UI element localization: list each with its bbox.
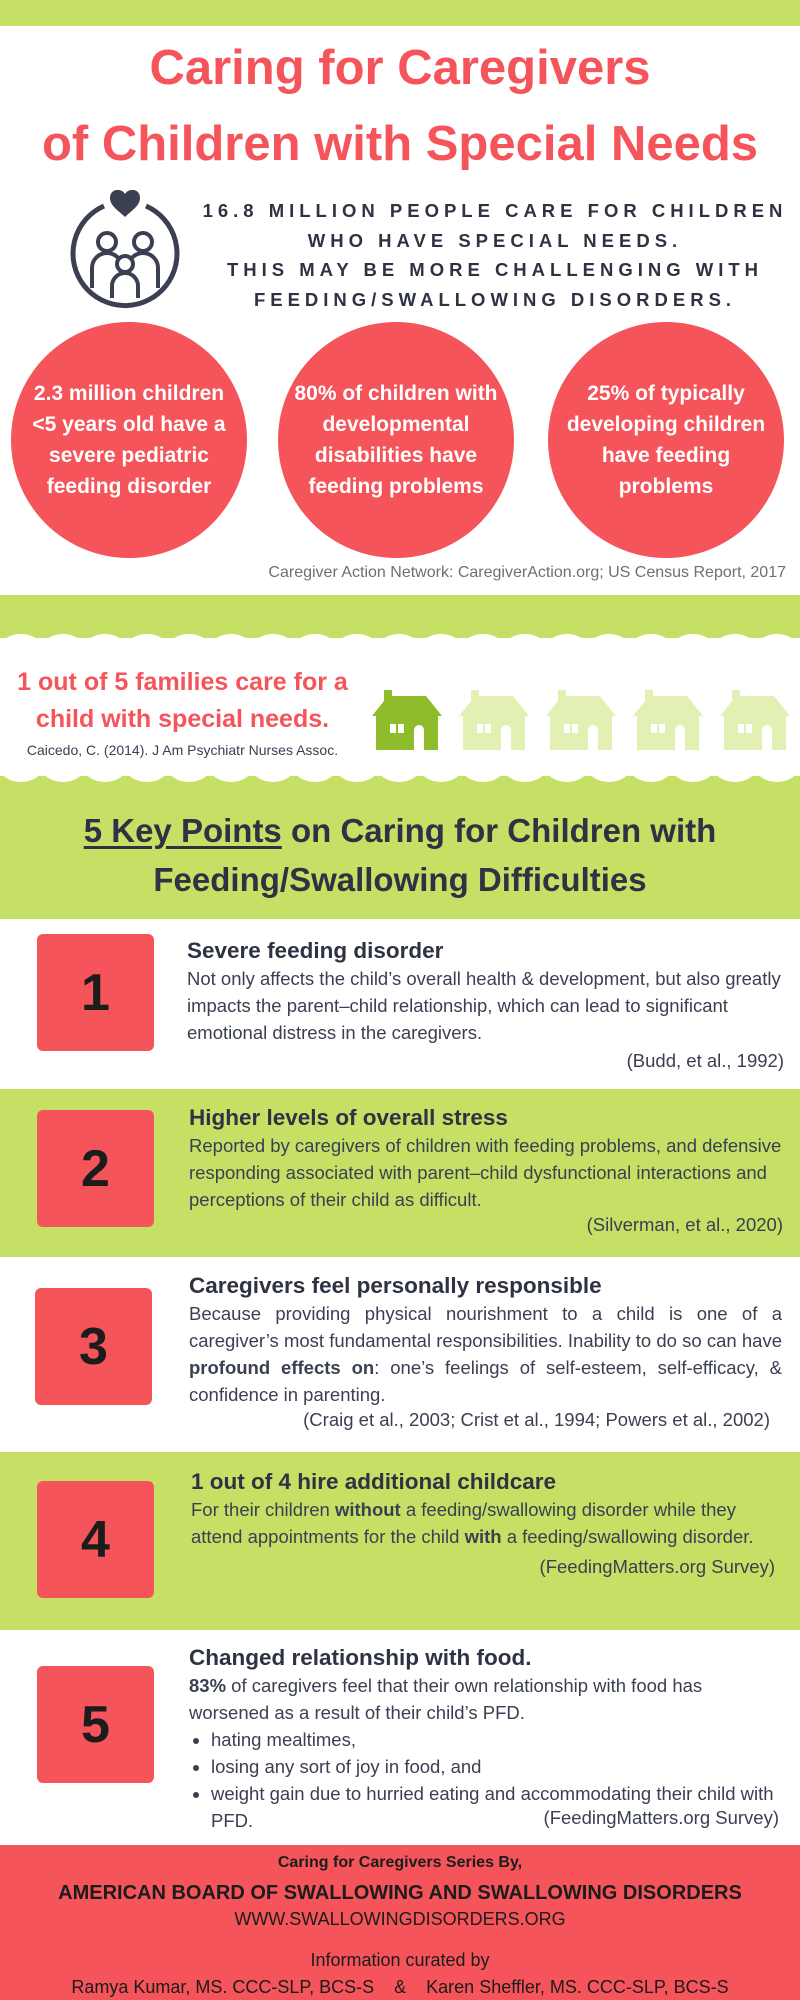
footer-series: Caring for Caregivers Series By, bbox=[277, 1854, 523, 1871]
stat-circle-3 bbox=[548, 322, 784, 558]
houses-graphic bbox=[370, 688, 800, 752]
house-icon bbox=[459, 690, 529, 750]
key-point-5-body-bold: 83% bbox=[189, 1675, 227, 1696]
key-point-1 bbox=[0, 919, 800, 1089]
key-point-3-number: 3 bbox=[35, 1288, 152, 1405]
intro-line-1: 16.8 MILLION PEOPLE CARE FOR CHILDREN bbox=[202, 200, 788, 221]
key-point-4-body-b: a feeding/swallowing disorder while they attend appointments for the child bbox=[191, 1499, 736, 1547]
house-icon bbox=[546, 690, 616, 750]
key-point-3 bbox=[0, 1257, 800, 1452]
key-point-4-number: 4 bbox=[37, 1481, 154, 1598]
footer-website: WWW.SWALLOWINGDISORDERS.ORG bbox=[234, 1909, 566, 1929]
stat-circle-2-text: 80% of children with developmental disabilities have feeding problems bbox=[294, 382, 498, 498]
key-point-3-body bbox=[189, 1300, 782, 1408]
families-line-2: child with special needs. bbox=[35, 705, 330, 733]
key-point-2-number: 2 bbox=[37, 1110, 154, 1227]
footer bbox=[0, 1845, 800, 2000]
title-line-2: of Children with Special Needs bbox=[41, 117, 759, 171]
bullet-item-text: weight gain due to hurried eating and accommodating their child with PFD. bbox=[211, 1783, 774, 1831]
key-points-title bbox=[0, 806, 800, 904]
key-points-underlined: 5 Key Points bbox=[83, 812, 282, 849]
scallop-top-edge bbox=[0, 630, 800, 648]
intro-line-3: THIS MAY BE MORE CHALLENGING WITH bbox=[226, 259, 764, 280]
key-point-3-body-a: Because providing physical nourishment to a child is one of a caregiver’s most fundamental responsibilities. Inability to do so can have bbox=[189, 1303, 782, 1351]
intro-line-4: FEEDING/SWALLOWING DISORDERS. bbox=[253, 288, 737, 310]
key-point-4-body-bold-1: without bbox=[334, 1499, 401, 1520]
key-points-title-rest: on Caring for Children with bbox=[281, 812, 717, 849]
footer-authors bbox=[0, 1977, 800, 1998]
key-point-1-title: Severe feeding disorder bbox=[187, 938, 444, 963]
key-point-2 bbox=[0, 1089, 800, 1257]
key-point-5 bbox=[0, 1630, 800, 1845]
families-line-1: 1 out of 5 families care for a bbox=[17, 668, 348, 696]
stat-circle-1 bbox=[11, 322, 247, 558]
key-point-4 bbox=[0, 1452, 800, 1630]
intro-statement bbox=[200, 196, 790, 314]
key-point-3-body-bold: profound effects on bbox=[189, 1357, 375, 1378]
key-point-5-citation: (FeedingMatters.org Survey) bbox=[543, 1807, 779, 1828]
key-point-5-number: 5 bbox=[37, 1666, 154, 1783]
stat-circle-3-text: 25% of typically developing children have feeding problems bbox=[566, 382, 766, 498]
footer-org: AMERICAN BOARD OF SWALLOWING AND SWALLOWING DISORDERS bbox=[58, 1882, 742, 1904]
key-point-1-body: Not only affects the child’s overall health & development, but also greatly impacts the parent–child relationship, which can lead to significant emotional distress in the caregivers. bbox=[187, 968, 781, 1043]
scallop-bottom-edge bbox=[0, 768, 800, 786]
key-point-2-citation: (Silverman, et al., 2020) bbox=[586, 1214, 783, 1235]
key-point-3-title: Caregivers feel personally responsible bbox=[189, 1273, 602, 1298]
intro-line-2: WHO HAVE SPECIAL NEEDS. bbox=[307, 229, 683, 251]
footer-author-1: Ramya Kumar, MS. CCC-SLP, BCS-S bbox=[71, 1977, 375, 1997]
stats-source: Caregiver Action Network: CaregiverAction.org; US Census Report, 2017 bbox=[268, 564, 786, 581]
key-point-4-body bbox=[191, 1496, 775, 1550]
key-point-5-title: Changed relationship with food. bbox=[189, 1645, 532, 1670]
key-point-4-title: 1 out of 4 hire additional childcare bbox=[191, 1469, 557, 1494]
footer-separator: & bbox=[394, 1977, 407, 1997]
key-point-5-body-a: of caregivers feel that their own relationship with food has worsened as a result of their child’s PFD. bbox=[189, 1675, 703, 1723]
key-point-5-body bbox=[189, 1672, 779, 1726]
families-citation: Caicedo, C. (2014). J Am Psychiatr Nurses Assoc. bbox=[26, 742, 339, 758]
footer-curated: Information curated by bbox=[310, 1950, 490, 1970]
house-icon bbox=[633, 690, 703, 750]
house-icon bbox=[720, 690, 790, 750]
stat-circle-2 bbox=[278, 322, 514, 558]
bullet-item: • losing any sort of joy in food, and bbox=[211, 1753, 779, 1780]
key-point-3-body-b: : one’s feelings of self-esteem, self-efficacy, & confidence in parenting. bbox=[189, 1357, 782, 1405]
footer-author-2: Karen Sheffler, MS. CCC-SLP, BCS-S bbox=[426, 1977, 729, 1997]
stat-circle-1-text: 2.3 million children <5 years old have a severe pediatric feeding disorder bbox=[32, 382, 226, 498]
house-icon-row bbox=[370, 688, 800, 752]
families-statement bbox=[0, 664, 365, 738]
key-point-1-number: 1 bbox=[37, 934, 154, 1051]
title-line-1: Caring for Caregivers bbox=[149, 41, 651, 95]
top-accent-bar bbox=[0, 0, 800, 26]
key-point-3-citation: (Craig et al., 2003; Crist et al., 1994; Powers et al., 2002) bbox=[303, 1409, 770, 1430]
key-point-2-title: Higher levels of overall stress bbox=[189, 1105, 508, 1130]
key-point-2-body: Reported by caregivers of children with feeding problems, and defensive responding associated with parent–child dysfunctional interactions and perceptions of their child as difficult. bbox=[189, 1135, 782, 1210]
key-point-4-body-bold-2: with bbox=[464, 1526, 502, 1547]
page-title bbox=[0, 30, 800, 182]
key-point-4-citation: (FeedingMatters.org Survey) bbox=[539, 1556, 775, 1577]
key-point-4-body-a: For their children bbox=[191, 1499, 335, 1520]
key-points-title-line-2: Feeding/Swallowing Difficulties bbox=[153, 861, 647, 898]
caregiver-family-heart-icon bbox=[64, 190, 186, 312]
key-point-4-body-c: a feeding/swallowing disorder. bbox=[501, 1526, 754, 1547]
key-point-1-citation: (Budd, et al., 1992) bbox=[626, 1050, 784, 1071]
bullet-item: • hating mealtimes, bbox=[211, 1726, 779, 1753]
house-icon bbox=[372, 690, 442, 750]
